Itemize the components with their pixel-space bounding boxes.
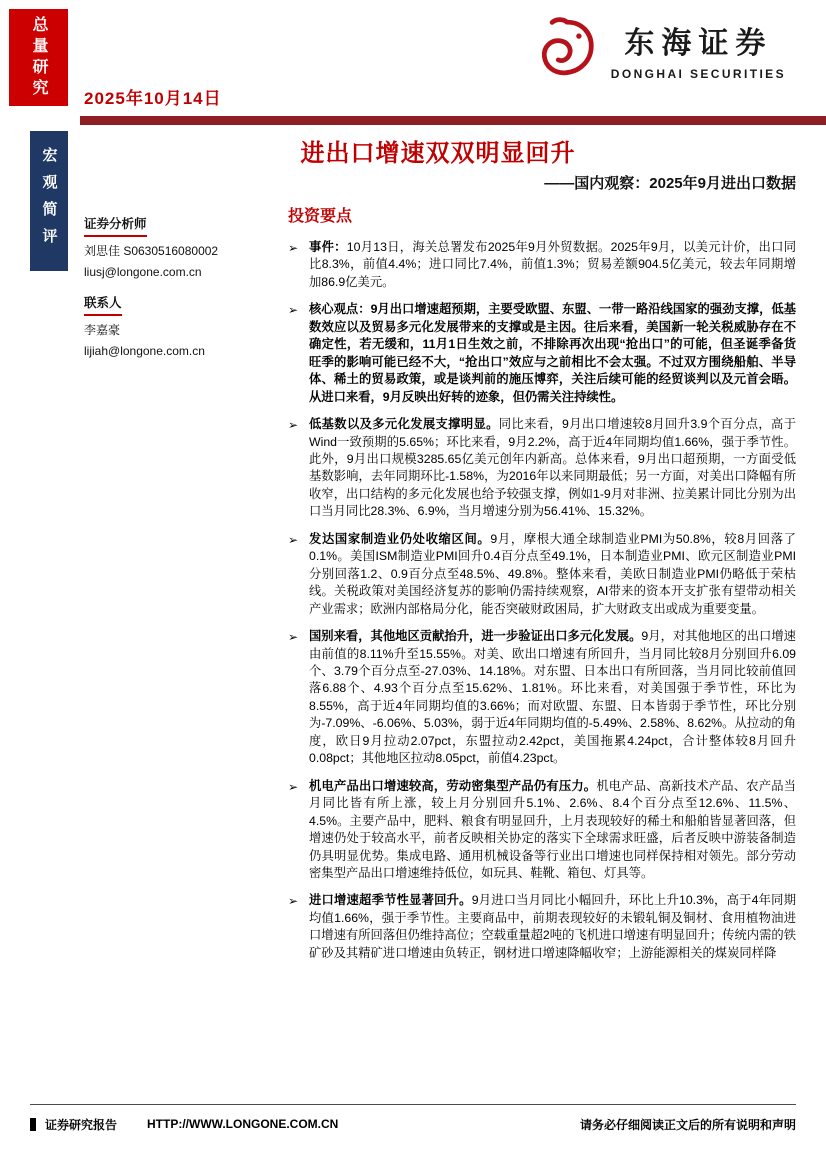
category-banner <box>9 9 68 106</box>
bullet-lead: 事件： <box>309 240 347 254</box>
analyst-info-panel <box>84 214 264 372</box>
bullet-content <box>309 416 796 521</box>
report-date: 2025年10月14日 <box>84 89 222 108</box>
company-logo <box>533 16 786 82</box>
header-divider-bar <box>80 116 826 125</box>
bullet-lead: 发达国家制造业仍处收缩区间。 <box>309 531 491 546</box>
bullet-core-view <box>288 301 796 406</box>
category-label: 总量研究 <box>30 15 47 100</box>
bullet-arrow-icon: ➢ <box>288 532 299 547</box>
contact-name: 李嘉豪 <box>84 323 121 337</box>
dragon-logo-icon <box>533 16 599 82</box>
bullet-text: 9月进口当月同比小幅回升，环比上升10.3%，高于4年同期均值1.66%，强于季节性。主要商品中，前期表现较好的未锻轧铜及铜材、食用植物油进口增速有所回落但仍维持高位；空载重量超2吨的飞机进口增速有明显回升；传统内需的铁矿砂及其精矿进口增速由负转正，钢材进口增速降幅收窄；上游能源相关的煤炭同样降 <box>309 893 796 960</box>
footer-divider <box>30 1104 796 1105</box>
footer-square-icon <box>30 1118 36 1131</box>
bullet-content <box>309 778 796 883</box>
bullet-text: 9月出口增速超预期，主要受欧盟、东盟、一带一路沿线国家的强劲支撑，低基数效应以及贸易多元化发展带来的支撑或是主因。往后来看，美国新一轮关税威胁存在不确定性，若无缓和，11月1日生效之前，不排除再次出现“抢出口”的可能，但圣诞季备货旺季的影响可能已经不大，“抢出口”效应与之前相比不会太强。不过双方围绕船舶、半导体、稀土的贸易政策，或是谈判前的施压博弈，关注后续可能的经贸谈判以及元首会晤。从进口来看，9月反映出好转的迹象，但仍需关注持续性。 <box>309 302 796 404</box>
company-name-cn: 东海证券 <box>624 26 773 60</box>
contact-section-label: 联系人 <box>84 293 122 316</box>
bullet-arrow-icon: ➢ <box>288 418 299 433</box>
bullet-dm-manufacturing-pmi <box>288 531 796 618</box>
bullet-low-base-support <box>288 416 796 521</box>
bullet-imports <box>288 892 796 962</box>
company-name <box>611 18 786 81</box>
bullet-content <box>309 239 796 291</box>
footer-url-link[interactable]: HTTP://WWW.LONGONE.COM.CN <box>147 1117 339 1131</box>
report-subtitle: ——国内观察：2025年9月进出口数据 <box>544 175 796 192</box>
bullet-by-country <box>288 628 796 768</box>
bullet-lead: 机电产品出口增速较高，劳动密集型产品仍有压力。 <box>309 778 597 793</box>
report-type-banner <box>30 131 68 271</box>
bullet-text: 9月，对其他地区的出口增速由前值的8.11%升至15.55%。对美、欧出口增速有所回升，当月同比较8月分别回升6.09个、3.79个百分点至-27.03%、14.18%。对东盟、日本出口有所回落，当月同比较前值回落6.88个、4.93个百分点至15.62%、1.81%。环比来看，对美国强于季节性，环比为8.55%，高于近4年同期均值的3.66%；而对欧盟、东盟、日本皆弱于季节性，环比分别为-7.09%、-6.06%、5.03%，弱于近4年同期均值的-5.49%、2.58%、8.62%。从拉动的角度，欧日9月拉动2.07pct，东盟拉动2.42pct，美国拖累4.24pct，合计整体较8月回升0.08pct；其他地区拉动8.05pct，前值4.23pct。 <box>309 629 796 766</box>
contact-email-link[interactable]: lijiah@longone.com.cn <box>84 344 205 358</box>
bullet-arrow-icon: ➢ <box>288 303 299 318</box>
bullet-arrow-icon: ➢ <box>288 241 299 255</box>
bullet-text: 机电产品、高新技术产品、农产品当月同比皆有所上涨，较上月分别回升5.1%、2.6%、8.4个百分点至12.6%、11.5%、4.5%。主要产品中，肥料、粮食有明显回升，上月表现较好的稀土和船舶皆显著回落，但增速仍处于较高水平，前者反映相关协定的落实下全球需求旺盛，后者反映中游装备制造仍具明显优势。集成电路、通用机械设备等行业出口增速也同样保持相对领先。部分劳动密集型产品出口增速维持低位，如玩具、鞋靴、箱包、灯具等。 <box>309 778 796 880</box>
bullet-lead: 核心观点： <box>309 302 371 317</box>
bullet-products <box>288 778 796 883</box>
bullet-content <box>309 301 796 406</box>
bullet-event <box>288 239 796 291</box>
bullet-content <box>309 892 796 962</box>
footer-report-label: 证券研究报告 <box>45 1117 118 1132</box>
analyst-name: 刘思佳 S0630516080002 <box>84 244 219 258</box>
report-body <box>288 203 796 1095</box>
bullet-text: 同比来看，9月出口增速较8月回升3.9个百分点，高于Wind一致预期的5.65%；环比来看，9月2.2%，高于近4年同期均值1.66%，强于季节性。此外，9月出口规模3285.65亿美元创年内新高。总体来看，9月出口超预期，一方面受低基数影响，去年同期环比-1.58%，为2016年以来同期最低；另一方面，对美出口降幅有所收窄，出口结构的多元化发展也给予较强支撑，例如1-9月对非洲、拉美累计同比分别为出口当月同比28.3%、6.9%，当月增速分别为56.41%、15.32%。 <box>309 417 796 519</box>
bullet-arrow-icon: ➢ <box>288 630 299 645</box>
report-title: 进出口增速双双明显回升 <box>300 140 576 167</box>
bullet-lead: 进口增速超季节性显著回升。 <box>309 893 472 908</box>
footer-disclaimer: 请务必仔细阅读正文后的所有说明和声明 <box>579 1117 796 1132</box>
bullet-arrow-icon: ➢ <box>288 779 299 794</box>
bullet-content <box>309 628 796 768</box>
bullet-arrow-icon: ➢ <box>288 894 299 909</box>
section-heading-investment-points: 投资要点 <box>288 208 353 225</box>
bullet-content <box>309 531 796 618</box>
analyst-section-label: 证券分析师 <box>84 214 147 237</box>
bullet-lead: 低基数以及多元化发展支撑明显。 <box>309 417 499 432</box>
page-footer <box>30 1113 796 1135</box>
bullet-text: 10月13日，海关总署发布2025年9月外贸数据。2025年9月，以美元计价，出口同比8.3%，前值4.4%；进口同比7.4%，前值1.3%；贸易差额904.5亿美元，较去年同期增加86.9亿美元。 <box>309 240 796 289</box>
report-type-label: 宏观简评 <box>40 147 58 255</box>
analyst-email-link[interactable]: liusj@longone.com.cn <box>84 265 202 279</box>
bullet-text: 9月，摩根大通全球制造业PMI为50.8%，较8月回落了0.1%。美国ISM制造业PMI回升0.4百分点至49.1%，日本制造业PMI、欧元区制造业PMI分别回落1.2、0.9百分点至48.5%、49.8%。整体来看，美欧日制造业PMI仍略低于荣枯线。关税政策对美国经济复苏的影响仍需持续观察，AI带来的资本开支扩张有望带动相关产业需求；欧洲内部格局分化，能否突破财政困局，扩大财政支出或成为重要变量。 <box>309 531 796 616</box>
company-name-en: DONGHAI SECURITIES <box>610 66 786 81</box>
bullet-lead: 国别来看，其他地区贡献抬升，进一步验证出口多元化发展。 <box>309 629 642 644</box>
